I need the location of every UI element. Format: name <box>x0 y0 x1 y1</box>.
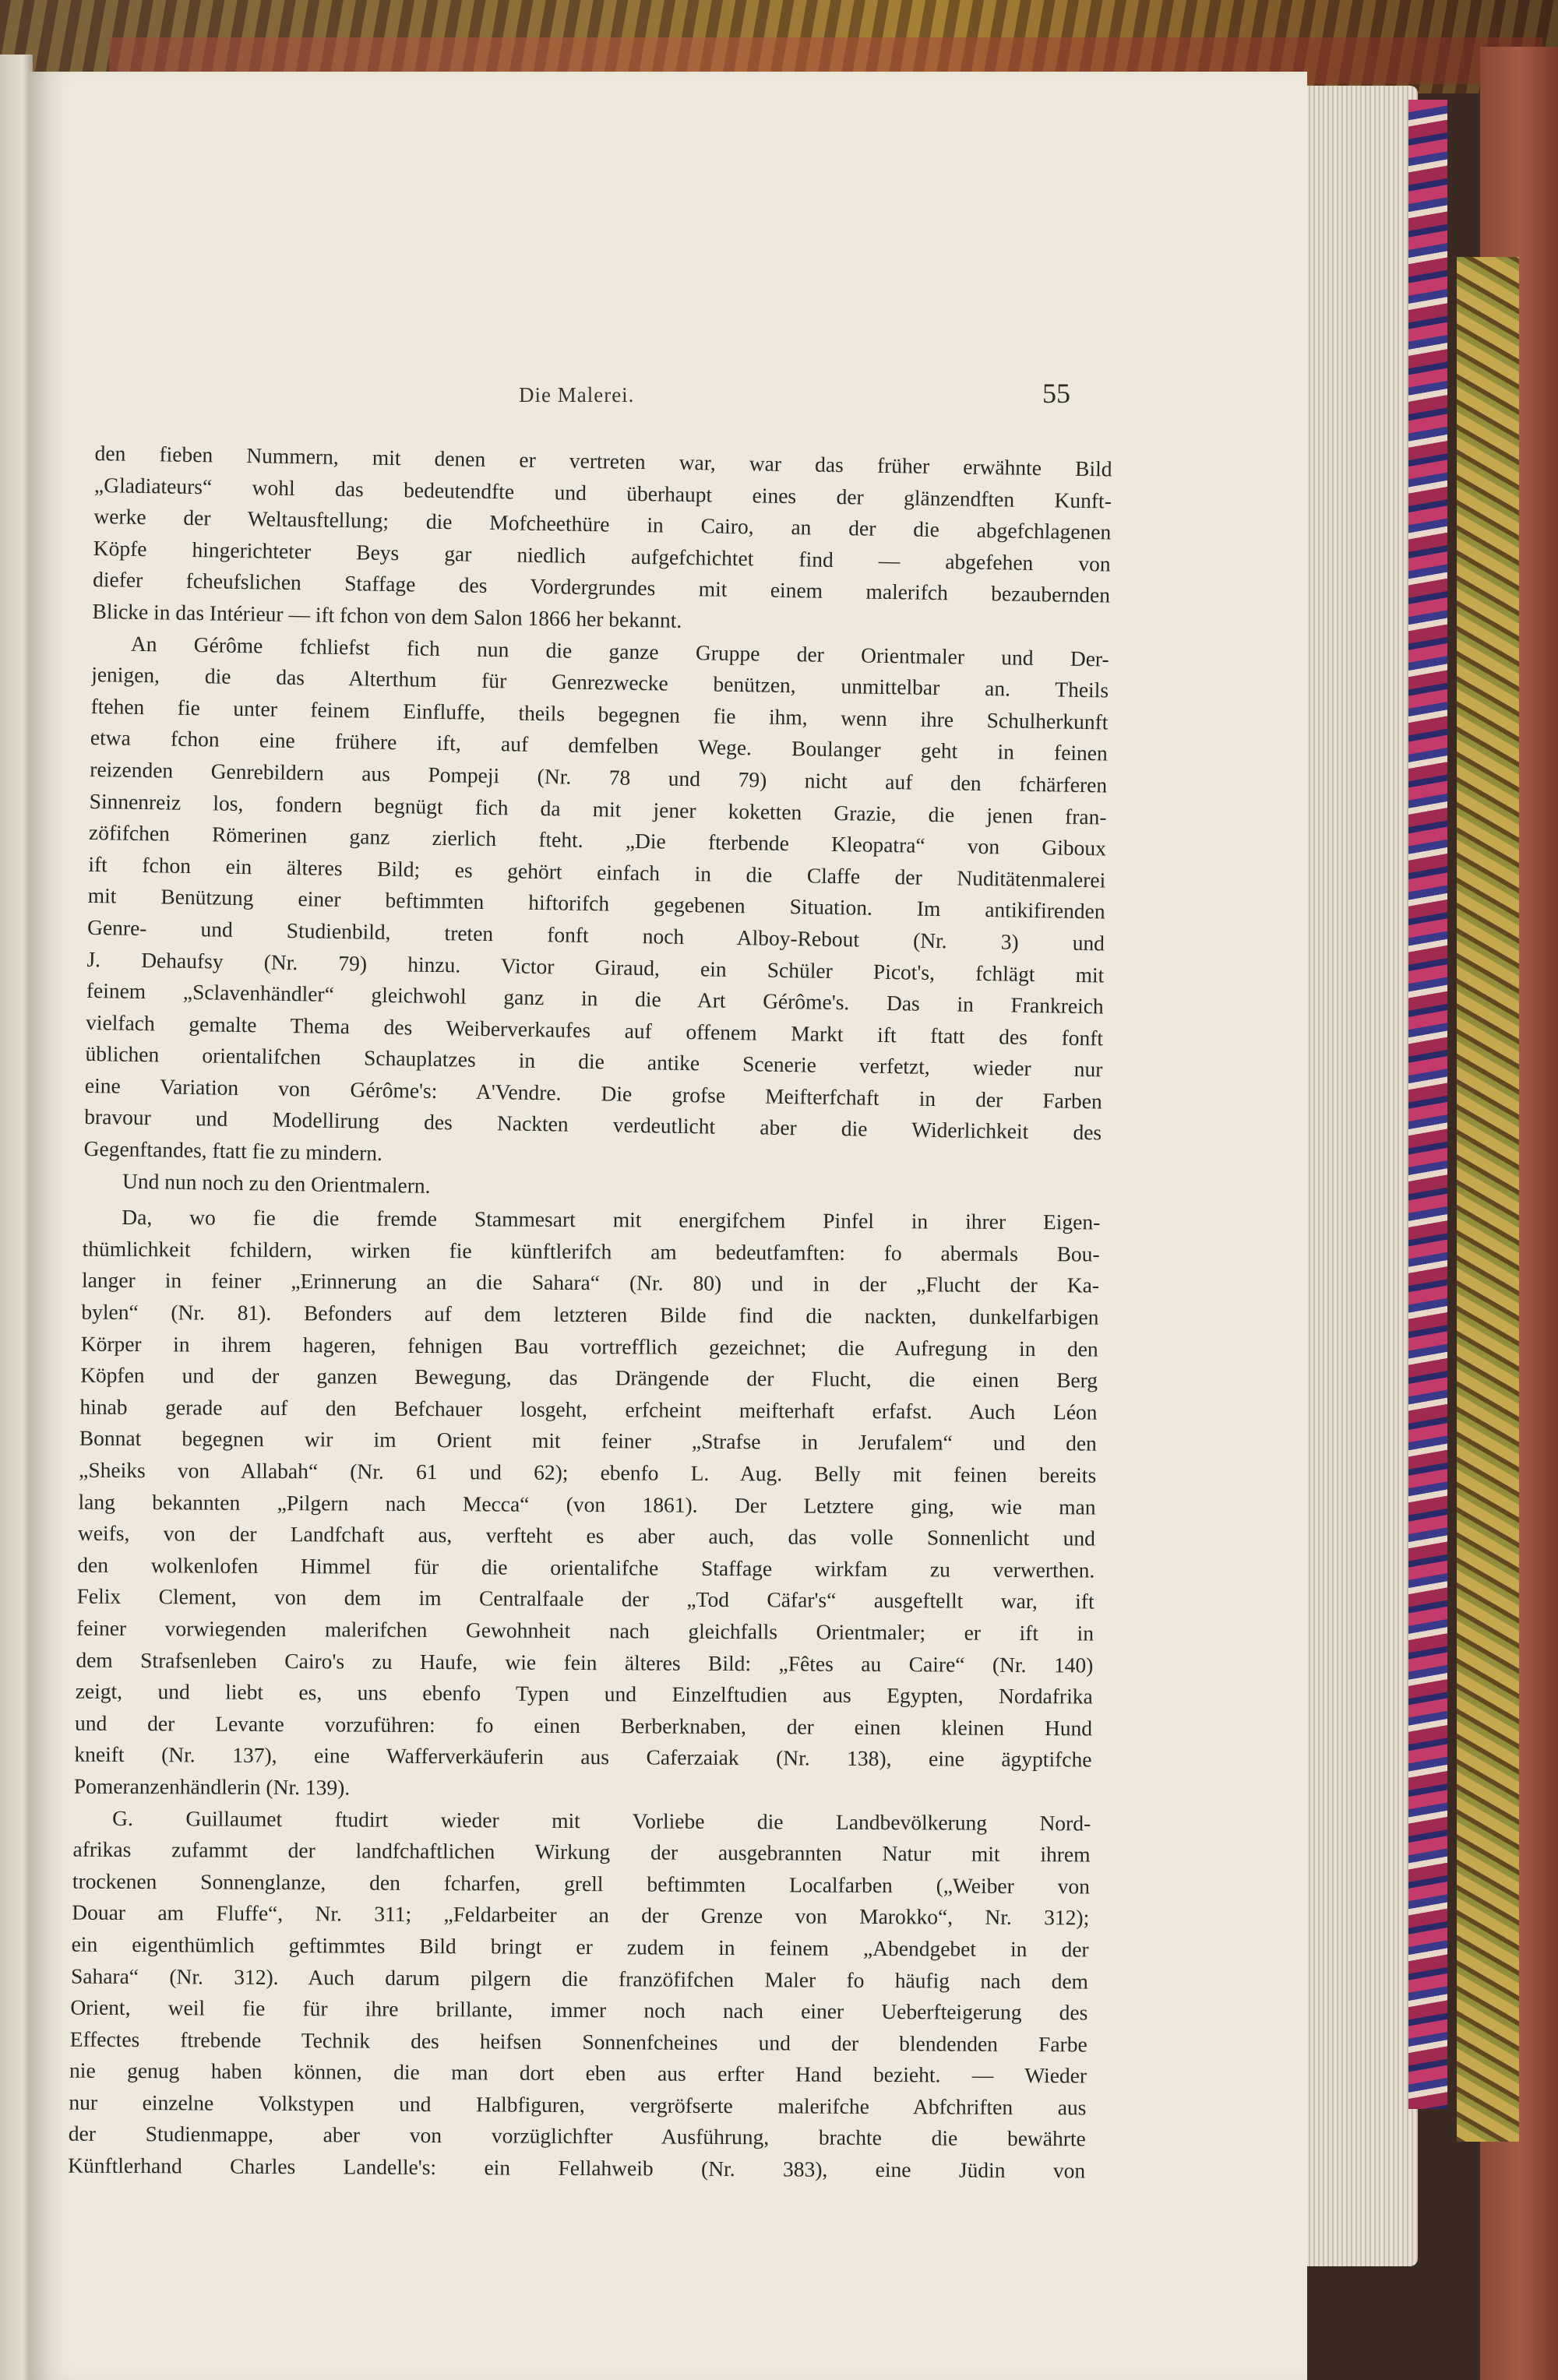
text-line: Blicke in das Intérieur — ift fchon von dem Salon 1866 her bekannt. <box>92 598 682 632</box>
text-line: ein eigenthümlich geftimmtes Bild bringt er zudem in feinem „Abendgebet in der <box>71 1931 1089 1962</box>
text-line: feinem „Sclavenhändler“ gleichwohl ganz in die Art Gérôme's. Das in Frankreich <box>86 978 1104 1019</box>
text-line: J. Dehaufsy (Nr. 79) hinzu. Victor Giraud, ein Schüler Picot's, fchlägt mit <box>86 946 1105 987</box>
body-text <box>68 438 1112 2192</box>
text-line: Orient, weil fie für ihre brillante, immer noch nach einer Ueberfteigerung des <box>70 1994 1088 2025</box>
text-line: weifs, von der Landfchaft aus, verfteht es aber auch, das volle Sonnenlicht und <box>77 1520 1095 1551</box>
text-line: langer in feiner „Erinnerung an die Sahara“ (Nr. 80) und in der „Flucht der Ka- <box>81 1268 1100 1297</box>
text-line: üblichen orientalifchen Schauplatzes in die antike Scenerie verfetzt, wieder nur <box>85 1041 1103 1082</box>
text-line: bravour und Modellirung des Nackten verdeutlicht aber die Widerlichkeit des <box>84 1104 1102 1145</box>
text-line: den fieben Nummern, mit denen er vertreten war, war das früher erwähnte Bild <box>94 440 1112 481</box>
book-page <box>30 72 1307 2380</box>
text-line: der Studienmappe, aber von vorzüglichfter Ausführung, brachte die bewährte <box>68 2121 1086 2151</box>
text-line: ftehen fie unter feinem Einfluffe, theils begegnen fie ihm, wenn ihre Schulherkunft <box>90 693 1109 734</box>
text-line: nie genug haben können, die man dort eben aus erfter Hand bezieht. — Wieder <box>69 2058 1087 2088</box>
text-line: und der Levante vorzuführen: fo einen Berberknaben, der einen kleinen Hund <box>75 1710 1093 1741</box>
text-line: Köpfe hingerichteter Beys gar niedlich aufgefchichtet find — abgefehen von <box>93 535 1111 576</box>
text-line: Künftlerhand Charles Landelle's: ein Fellahweib (Nr. 383), eine Jüdin von <box>68 2153 1086 2183</box>
text-line: reizenden Genrebildern aus Pompeji (Nr. 78 und 79) nicht auf den fchärferen <box>90 756 1108 797</box>
text-line: eine Variation von Gérôme's: A'Vendre. Die grofse Meifterfchaft in der Farben <box>84 1072 1103 1114</box>
text-line: G. Guillaumet ftudirt wieder mit Vorliebe die Landbevölkerung Nord- <box>112 1805 1091 1835</box>
text-line: feiner vorwiegenden malerifchen Gewohnheit nach gleichfalls Orientmaler; er ift in <box>76 1615 1094 1646</box>
text-line: Bonnat begegnen wir im Orient mit feiner „Strafse in Jerufalem“ und den <box>79 1426 1097 1456</box>
running-head: Die Malerei. <box>519 383 635 407</box>
text-line: Pomeranzenhändlerin (Nr. 139). <box>73 1773 351 1800</box>
text-line: Douar am Fluffe“, Nr. 311; „Feldarbeiter an der Grenze von Marokko“, Nr. 312); <box>72 1899 1090 1930</box>
text-line: diefer fcheufslichen Staffage des Vordergrundes mit einem malerifch bezaubernden <box>92 567 1111 607</box>
text-line: thümlichkeit fchildern, wirken fie künftlerifch am bedeutfamften: fo abermals Bou- <box>82 1236 1100 1266</box>
marbled-bookmark-strip <box>1408 100 1447 2109</box>
text-line: An Gérôme fchliefst fich nun die ganze Gruppe der Orientmaler und Der- <box>130 631 1109 671</box>
text-line: zöfifchen Römerinen ganz zierlich fteht. „Die fterbende Kleopatra“ von Giboux <box>88 820 1107 861</box>
text-line: „Gladiateurs“ wohl das bedeutendfte und überhaupt eines der glänzendften Kunft- <box>93 472 1112 513</box>
page-number: 55 <box>1042 378 1070 409</box>
text-line: ift fchon ein älteres Bild; es gehört einfach in die Claffe der Nuditätenmalerei <box>88 851 1106 892</box>
text-line: Felix Clement, von dem im Centralfaale der „Tod Cäfar's“ ausgeftellt war, ift <box>76 1584 1094 1614</box>
page-edges-stack <box>1301 86 1418 2266</box>
text-line: lang bekannten „Pilgern nach Mecca“ (von 1861). Der Letztere ging, wie man <box>78 1489 1096 1519</box>
text-line: Effectes ftrebende Technik des heifsen Sonnenfcheines und der blendenden Farbe <box>69 2026 1087 2057</box>
text-line: Sinnenreiz los, fondern begnügt fich da mit jener koketten Grazie, die jenen fran- <box>89 788 1107 829</box>
marbled-endpaper <box>1457 257 1519 2142</box>
text-line: Genre- und Studienbild, treten fonft noch Alboy-Rebout (Nr. 3) und <box>86 914 1105 956</box>
text-line: werke der Weltausftellung; die Mofcheethüre in Cairo, an der die abgefchlagenen <box>93 504 1112 544</box>
text-line: zeigt, und liebt es, uns ebenfo Typen und Einzelftudien aus Egypten, Nordafrika <box>75 1678 1093 1709</box>
text-line: vielfach gemalte Thema des Weiberverkaufes auf offenem Markt ift ftatt des fonft <box>85 1009 1104 1051</box>
text-line: bylen“ (Nr. 81). Befonders auf dem letzteren Bilde find die nackten, dunkelfarbigen <box>81 1299 1099 1329</box>
text-line: Gegenftandes, ftatt fie zu mindern. <box>83 1135 383 1165</box>
text-line: kneift (Nr. 137), eine Wafferverkäuferin aus Caferzaiak (Nr. 138), eine ägyptifche <box>74 1741 1092 1772</box>
text-line: Köpfen und der ganzen Bewegung, das Drängende der Flucht, die einen Berg <box>80 1362 1098 1392</box>
text-line: hinab gerade auf den Befchauer losgeht, erfcheint meifterhaft erfafst. Auch Léon <box>79 1394 1098 1424</box>
text-line: dem Strafsenleben Cairo's zu Haufe, wie fein älteres Bild: „Fêtes au Caire“ (Nr. 140) <box>76 1647 1094 1678</box>
text-line: den wolkenlofen Himmel für die orientalifche Staffage wirkfam zu verwerthen. <box>77 1552 1095 1583</box>
text-line: Körper in ihrem hageren, fehnigen Bau vortrefflich gezeichnet; die Aufregung in den <box>80 1331 1098 1361</box>
page-header <box>30 378 1307 430</box>
text-line: mit Benützung einer beftimmten hiftorifch gegebenen Situation. Im antikifirenden <box>87 883 1105 924</box>
text-line: Sahara“ (Nr. 312). Auch darum pilgern die franzöfifchen Maler fo häufig nach dem <box>70 1963 1089 1993</box>
text-line: „Sheiks von Allabah“ (Nr. 61 und 62); ebenfo L. Aug. Belly mit feinen bereits <box>79 1457 1097 1488</box>
text-line: trockenen Sonnenglanze, den fcharfen, grell beftimmten Localfarben („Weiber von <box>72 1868 1090 1899</box>
text-line: Und nun noch zu den Orientmalern. <box>122 1168 431 1198</box>
facing-page-edge <box>0 55 33 2380</box>
text-line: nur einzelne Volkstypen und Halbfiguren, vergröfserte malerifche Abfchriften aus <box>69 2090 1087 2120</box>
text-line: etwa fchon eine frühere ift, auf demfelben Wege. Boulanger geht in feinen <box>90 725 1109 766</box>
text-line: jenigen, die das Alterthum für Genrezwecke benützen, unmittelbar an. Theils <box>90 662 1109 702</box>
text-line: Da, wo fie die fremde Stammesart mit energifchem Pinfel in ihrer Eigen- <box>122 1205 1101 1234</box>
text-line: afrikas zufammt der landfchaftlichen Wirkung der ausgebrannten Natur mit ihrem <box>72 1836 1091 1867</box>
